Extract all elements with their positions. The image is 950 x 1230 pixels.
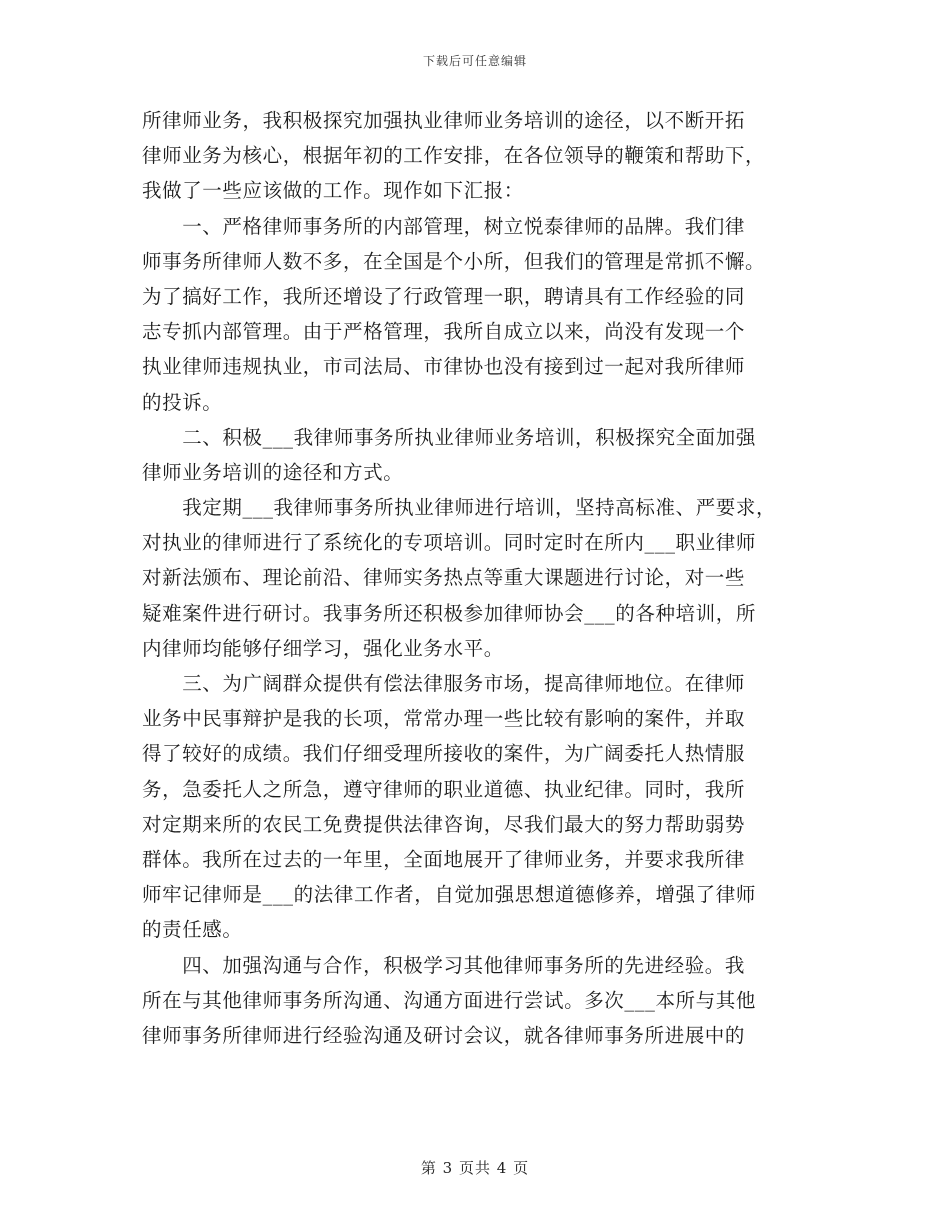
text-line: 志专抓内部管理。由于严格管理，我所自成立以来，尚没有发现一个 — [142, 320, 746, 344]
text-line: 执业律师违规执业，市司法局、市律协也没有接到过一起对我所律师 — [142, 355, 746, 379]
text-line: 四、加强沟通与合作，积极学习其他律师事务所的先进经验。我 — [142, 953, 746, 977]
text-line: 得了较好的成绩。我们仔细受理所接收的案件，为广阔委托人热情服 — [142, 742, 746, 766]
text-line: 律师业务培训的途径和方式。 — [142, 460, 404, 484]
text-line: 一、严格律师事务所的内部管理，树立悦泰律师的品牌。我们律 — [142, 214, 746, 238]
text-line: 为了搞好工作，我所还增设了行政管理一职，聘请具有工作经验的同 — [142, 284, 746, 308]
text-line: 对定期来所的农民工免费提供法律咨询，尽我们最大的努力帮助弱势 — [142, 812, 746, 836]
text-line: 务，急委托人之所急，遵守律师的职业道德、执业纪律。同时，我所 — [142, 777, 746, 801]
text-line: 二、积极___我律师事务所执业律师业务培训，积极探究全面加强 — [142, 425, 756, 449]
text-line: 对执业的律师进行了系统化的专项培训。同时定时在所内___职业律师 — [142, 531, 756, 555]
text-line: 律师事务所律师进行经验沟通及研讨会议，就各律师事务所进展中的 — [142, 1023, 746, 1047]
text-line: 师牢记律师是___的法律工作者，自觉加强思想道德修养，增强了律师 — [142, 883, 756, 907]
text-line: 的投诉。 — [142, 390, 223, 414]
page-header: 下载后可任意编辑 — [422, 54, 527, 68]
page-number: 第 3 页共 4 页 — [420, 1159, 530, 1177]
text-line: 我定期___我律师事务所执业律师进行培训，坚持高标准、严要求， — [142, 496, 777, 520]
text-line: 我做了一些应该做的工作。现作如下汇报： — [142, 179, 524, 203]
text-line: 业务中民事辩护是我的长项，常常办理一些比较有影响的案件，并取 — [142, 707, 746, 731]
text-line: 疑难案件进行研讨。我事务所还积极参加律师协会___的各种培训，所 — [142, 601, 756, 625]
text-line: 的责任感。 — [142, 918, 243, 942]
text-line: 对新法颁布、理论前沿、律师实务热点等重大课题进行讨论，对一些 — [142, 566, 746, 590]
document-body — [142, 103, 810, 1053]
text-line: 律师业务为核心，根据年初的工作安排，在各位领导的鞭策和帮助下， — [142, 144, 766, 168]
text-line: 所律师业务，我积极探究加强执业律师业务培训的途径，以不断开拓 — [142, 109, 746, 132]
text-line: 师事务所律师人数不多，在全国是个小所，但我们的管理是常抓不懈。 — [142, 249, 766, 273]
text-line: 内律师均能够仔细学习，强化业务水平。 — [142, 636, 504, 660]
text-line: 所在与其他律师事务所沟通、沟通方面进行尝试。多次___本所与其他 — [142, 988, 756, 1012]
text-line: 三、为广阔群众提供有偿法律服务市场，提高律师地位。在律师 — [142, 672, 746, 695]
text-line: 群体。我所在过去的一年里，全面地展开了律师业务，并要求我所律 — [142, 847, 746, 871]
